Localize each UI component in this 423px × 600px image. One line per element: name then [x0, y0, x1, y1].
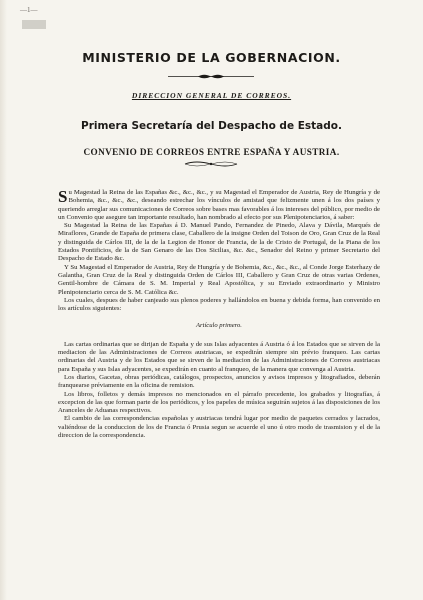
page-edge-shadow: [0, 0, 7, 600]
page-number: —1—: [20, 6, 38, 14]
paragraph-text: u Magestad la Reina de las Españas &c., &c., &c., y su Magestad el Emperador de Austria, Rey de Hungría y de Bohemia, &c., &c., &c., deseando estrechar los vínculos de amistad que felizmente unen á los dos países y queriendo arreglar sus comunicaciones de Correos sobre bases mas favorables á los intereses del público, por medio de un Convenio que asegure tan importante resultado, han nombrado al efecto por sus Plenipotenciarios, á saber:: [58, 189, 380, 221]
convention-title: CONVENIO DE CORREOS ENTRE ESPAÑA Y AUSTRIA.: [83, 147, 340, 157]
secretary-heading: Primera Secretaría del Despacho de Estado.: [81, 120, 342, 132]
paragraph-austria-plenipotentiary: Y Su Magestad el Emperador de Austria, Rey de Hungría y de Bohemia, &c., &c., &c., al Conde Jorge Esterhazy de Galantha, Gran Cruz de la Real y distinguida Orden de Cárlos III, Caballero y Gran Cruz de otras varias Ordenes, Gentil-hombre de Cámara de S. M. Imperial y Real Apostólica, y su Enviado extraordinario y Ministro Plenipotenciario cerca de S. M. Católica &c.: [58, 263, 380, 296]
decorative-rule-icon: [168, 73, 254, 80]
paragraph-periodicals: Los diarios, Gacetas, obras periódicas, catálogos, prospectos, anuncios y avisos impresos y litografiados, deberán franquearse préviamente en la oficina de remision.: [58, 373, 380, 390]
ministry-heading: MINISTERIO DE LA GOBERNACION.: [82, 50, 341, 65]
library-stamp: [22, 20, 46, 29]
document-body: [58, 189, 380, 440]
flourish-ornament-icon: [181, 160, 241, 168]
paragraph-preamble: [58, 189, 380, 222]
paragraph-exchange: El cambio de las correspondencias españolas y austriacas tendrá lugar por medio de paquetes cerrados y lacrados, valiéndose de la conduccion de los de Francia ó Prusia segun se acuerde el uno ú otro modo de trasmision y el de la direccion de la correspondencia.: [58, 415, 380, 440]
article-heading: Artículo primero.: [196, 322, 242, 330]
paragraph-agreement: Los cuales, despues de haber canjeado sus plenos poderes y hallándolos en buena y debida forma, han convenido en los artículos siguientes:: [58, 296, 380, 313]
paragraph-ordinary-letters: Las cartas ordinarias que se dirijan de España y de sus Islas adyacentes á Austria ó á los Estados que se sirven de la mediacion de las Administraciones de Correos austriacas, se expedirán siempre sin prévio franqueo. Las cartas ordinarias del Austria y de los Estados que se sirven de la mediacion de las Administraciones de Correos austriacas para España y sus Islas adyacentes, se expedirán en cuanto al franqueo, de la manera que convenga al Austria.: [58, 340, 380, 373]
drop-cap: S: [58, 187, 68, 206]
paragraph-books: Los libros, folletos y demás impresos no mencionados en el párrafo precedente, los grabados y litografías, á excepcion de las que forman parte de los periódicos, y los papeles de música seguirán sujetos á las disposiciones de los Aranceles de Aduanas respectivos.: [58, 390, 380, 415]
direction-heading: DIRECCION GENERAL DE CORREOS.: [131, 91, 292, 100]
paragraph-spain-plenipotentiary: Su Magestad la Reina de las Españas á D. Manuel Pando, Fernandez de Pinedo, Alava y Dávila, Marqués de Miraflores, Grande de España de primera clase, Caballero de la insigne Orden del Toison de Oro, Gran Cruz de la Real y distinguida de Cárlos III, de la de la Legion de Honor de Francia, de la de Cristo de Portugal, de la Piana de los Estados Pontificios, de la de San Genaro de las Dos Sicilias, &c. &c., Senador del Reino y primer Secretario del Despacho de Estado &c.: [58, 222, 380, 263]
